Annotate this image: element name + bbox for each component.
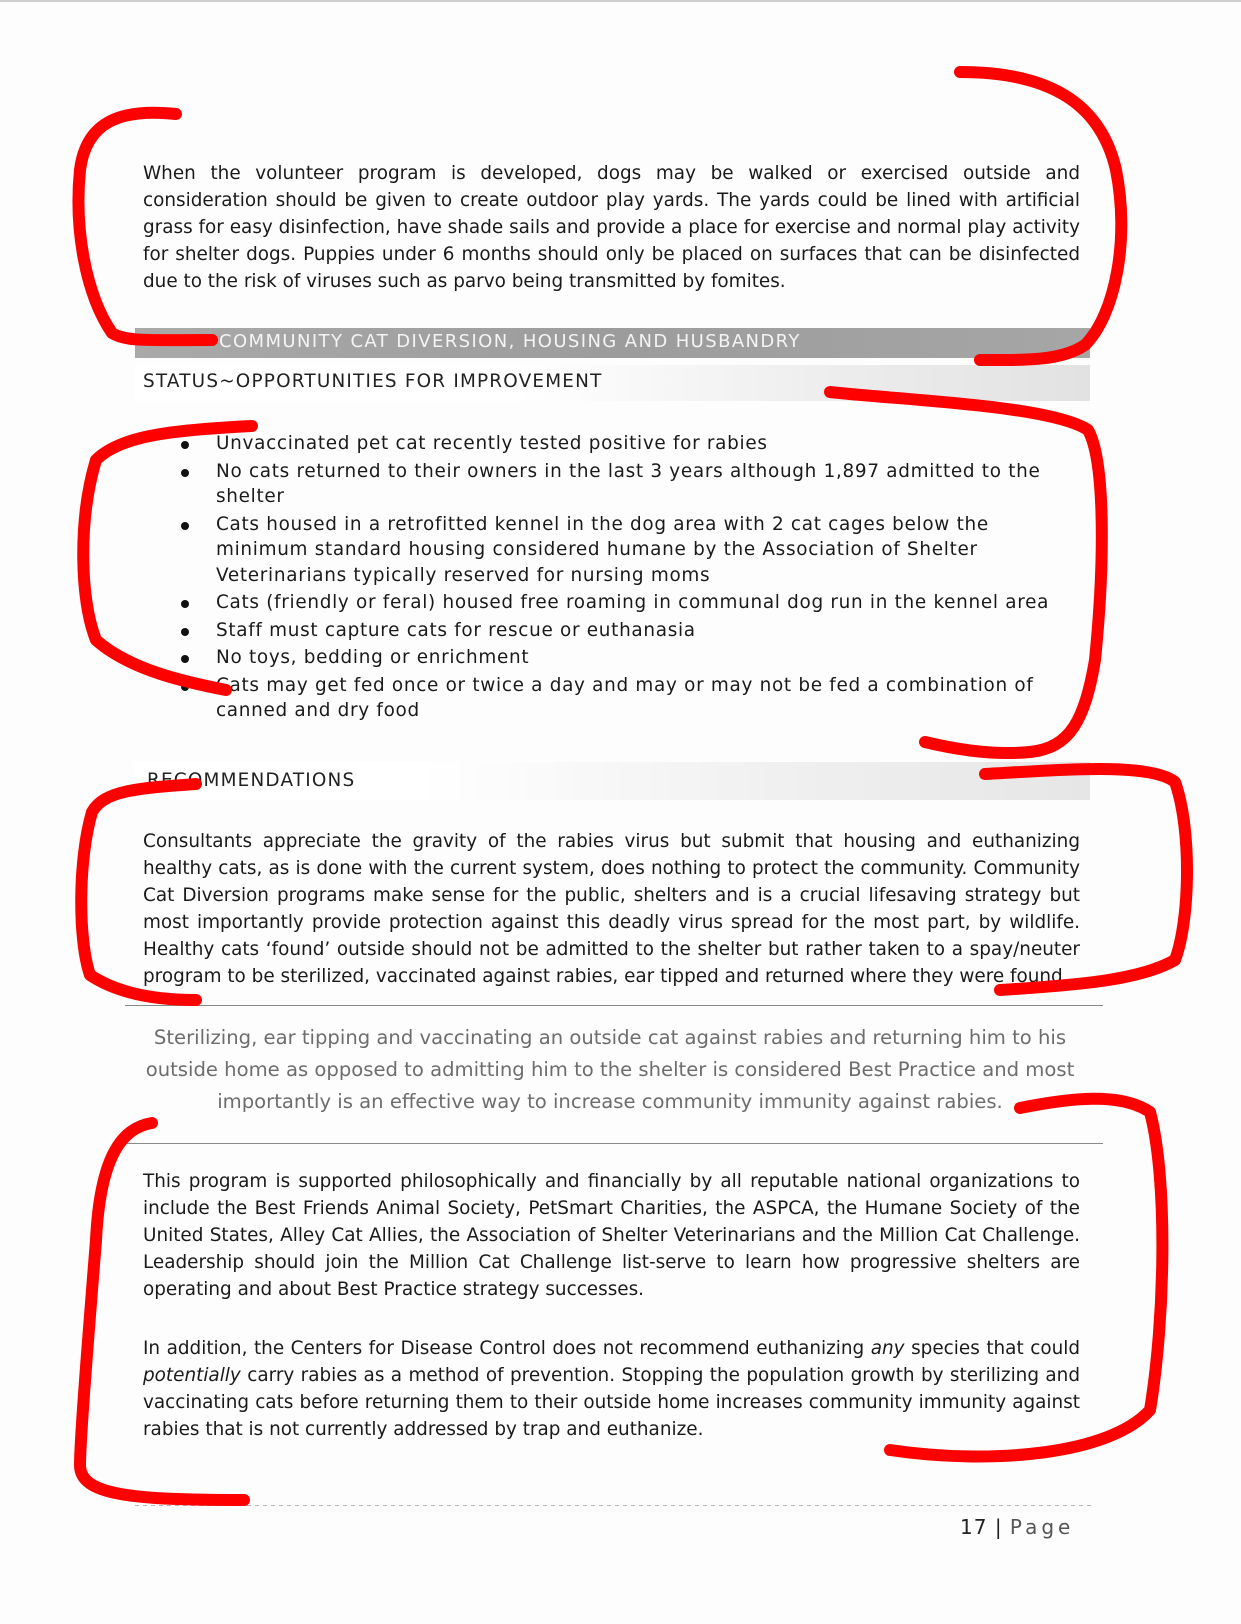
list-item [178,645,1058,671]
cdc-emphasis-any: any [870,1338,905,1359]
bullet-icon [181,469,189,477]
recommendation-paragraph: Consultants appreciate the gravity of the rabies virus but submit that housing and euthanizing healthy cats, as is done with the current system, does nothing to protect the community. Community Cat Diversion programs make sense for the public, shelters and is a crucial lifesaving strategy but most importantly provide protection against this deadly virus spread for the most part, by wildlife. Healthy cats ‘found’ outside should not be admitted to the shelter but rather taken to a spay/neuter program to be sterilized, vaccinated against rabies, ear tipped and returned where they were found. [143,831,1080,987]
list-item-text: Unvaccinated pet cat recently tested positive for rabies [216,433,768,454]
footer-rule [135,1505,1095,1506]
cdc-paragraph [143,1335,1080,1443]
page-number-separator: | [994,1515,1003,1539]
recommendations-heading-bar [135,762,1090,800]
recommendations-heading: RECOMMENDATIONS [147,770,356,791]
status-heading: STATUS~OPPORTUNITIES FOR IMPROVEMENT [143,371,603,392]
list-item [178,512,1058,589]
list-item-text: Cats may get fed once or twice a day and may or may not be fed a combination of canned and dry food [216,674,1034,721]
list-item-text: Cats (friendly or feral) housed free roaming in communal dog run in the kennel area [216,592,1050,613]
page-number [960,1515,1074,1539]
list-item [178,459,1058,510]
callout-bottom-rule [125,1143,1103,1144]
callout-top-rule [125,1005,1103,1006]
bullet-icon [181,600,189,608]
status-list [178,431,1058,726]
section-heading: COMMUNITY CAT DIVERSION, HOUSING AND HUSBANDRY [219,331,801,352]
top-edge-rule [0,0,1241,2]
cdc-text-1: In addition, the Centers for Disease Control does not recommend euthanizing [143,1338,871,1359]
callout-quote: Sterilizing, ear tipping and vaccinating an outside cat against rabies and returning him to his outside home as opposed to admitting him to the shelter is considered Best Practice and most importantly is an effective way to increase community immunity against rabies. [145,1026,1075,1113]
list-item [178,590,1058,616]
status-heading-bar [135,365,1090,401]
list-item-text: Cats housed in a retrofitted kennel in the dog area with 2 cat cages below the minimum standard housing considered humane by the Association of Shelter Veterinarians typically reserved for nursing moms [216,513,989,586]
list-item [178,618,1058,644]
list-item-text: No toys, bedding or enrichment [216,647,530,668]
list-item-text: No cats returned to their owners in the last 3 years although 1,897 admitted to the shelter [216,460,1041,507]
cdc-text-3: carry rabies as a method of prevention. Stopping the population growth by sterilizing and vaccinating cats before returning them to their outside home increases community immunity against rabies that is not currently addressed by trap and euthanize. [143,1365,1080,1440]
cdc-emphasis-potentially: potentially [143,1365,241,1386]
list-item-text: Staff must capture cats for rescue or euthanasia [216,619,696,641]
bullet-icon [181,628,189,636]
section-heading-bar [135,328,1090,358]
list-item [178,431,1058,457]
cdc-text-2: species that could [904,1338,1081,1359]
bullet-icon [181,683,189,691]
bullet-icon [181,441,189,449]
list-item [178,673,1058,724]
page-word: Page [1009,1515,1075,1539]
support-paragraph: This program is supported philosophically and financially by all reputable national organizations to include the Best Friends Animal Society, PetSmart Charities, the ASPCA, the Humane Society of the United States, Alley Cat Allies, the Association of Shelter Veterinarians and the Million Cat Challenge. Leadership should join the Million Cat Challenge list-serve to learn how progressive shelters are operating and about Best Practice strategy successes. [143,1171,1080,1300]
bullet-icon [181,522,189,530]
page-number-value: 17 [960,1515,988,1539]
bullet-icon [181,655,189,663]
intro-paragraph: When the volunteer program is developed, dogs may be walked or exercised outside and consideration should be given to create outdoor play yards. The yards could be lined with artificial grass for easy disinfection, have shade sails and provide a place for exercise and normal play activity for shelter dogs. Puppies under 6 months should only be placed on surfaces that can be disinfected due to the risk of viruses such as parvo being transmitted by fomites. [143,163,1080,292]
